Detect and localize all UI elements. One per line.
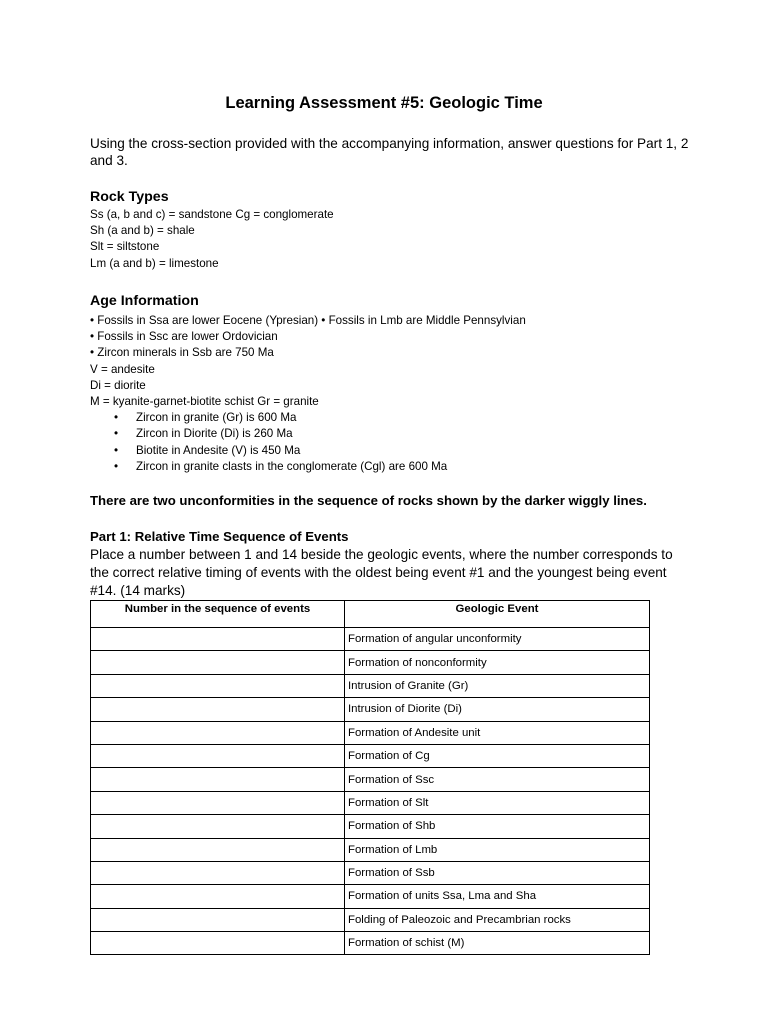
- sequence-number-cell[interactable]: [91, 815, 345, 838]
- table-row: [91, 815, 650, 838]
- geologic-event-cell: Formation of Andesite unit: [345, 721, 650, 744]
- geologic-event-cell: Formation of nonconformity: [345, 651, 650, 674]
- geologic-event-cell: Intrusion of Diorite (Di): [345, 698, 650, 721]
- rock-type-line: Slt = siltstone: [90, 240, 160, 254]
- table-row: [91, 744, 650, 767]
- sequence-number-cell[interactable]: [91, 908, 345, 931]
- page-title: Learning Assessment #5: Geologic Time: [225, 94, 543, 112]
- age-info-bullet: • Zircon in Diorite (Di) is 260 Ma: [90, 426, 526, 442]
- sequence-number-cell[interactable]: [91, 674, 345, 697]
- sequence-number-cell[interactable]: [91, 932, 345, 955]
- age-info-line: • Zircon minerals in Ssb are 750 Ma: [90, 346, 274, 360]
- table-row: [91, 721, 650, 744]
- age-info-list: [90, 313, 526, 475]
- age-info-line: • Fossils in Ssc are lower Ordovician: [90, 330, 278, 344]
- rock-type-line: Lm (a and b) = limestone: [90, 256, 219, 270]
- column-header-event: Geologic Event: [345, 601, 650, 628]
- age-info-heading: Age Information: [90, 293, 199, 309]
- sequence-number-cell[interactable]: [91, 791, 345, 814]
- unconformity-notice: There are two unconformities in the sequence of rocks shown by the darker wiggly lines.: [90, 493, 647, 508]
- age-info-line: M = kyanite-garnet-biotite schist Gr = granite: [90, 395, 319, 409]
- rock-types-heading: Rock Types: [90, 189, 169, 205]
- age-info-line: • Fossils in Ssa are lower Eocene (Ypresian) • Fossils in Lmb are Middle Pennsylvian: [90, 314, 526, 327]
- events-table: [90, 600, 650, 955]
- geologic-event-cell: Formation of Ssc: [345, 768, 650, 791]
- rock-types-list: [90, 207, 334, 272]
- events-table-body: [91, 628, 650, 955]
- table-row: [91, 628, 650, 651]
- sequence-number-cell[interactable]: [91, 628, 345, 651]
- sequence-number-cell[interactable]: [91, 721, 345, 744]
- part1-instructions: Place a number between 1 and 14 beside the geologic events, where the number corresponds to the correct relative timing of events with the oldest being event #1 and the youngest being event #14. (14 marks): [90, 547, 673, 598]
- rock-type-line: Ss (a, b and c) = sandstone Cg = conglomerate: [90, 208, 334, 221]
- table-row: [91, 908, 650, 931]
- geologic-event-cell: Formation of Shb: [345, 815, 650, 838]
- geologic-event-cell: Formation of schist (M): [345, 932, 650, 955]
- age-info-bullet: • Biotite in Andesite (V) is 450 Ma: [90, 443, 526, 459]
- geologic-event-cell: Formation of Ssb: [345, 861, 650, 884]
- sequence-number-cell[interactable]: [91, 698, 345, 721]
- geologic-event-cell: Formation of Slt: [345, 791, 650, 814]
- table-row: [91, 932, 650, 955]
- sequence-number-cell[interactable]: [91, 838, 345, 861]
- age-info-line: V = andesite: [90, 362, 155, 376]
- table-row: [91, 885, 650, 908]
- table-row: [91, 698, 650, 721]
- column-header-number: Number in the sequence of events: [91, 601, 345, 628]
- rock-type-line: Sh (a and b) = shale: [90, 224, 195, 238]
- table-row: [91, 791, 650, 814]
- age-info-bullet: • Zircon in granite (Gr) is 600 Ma: [90, 410, 526, 426]
- age-info-line: Di = diorite: [90, 378, 146, 392]
- geologic-event-cell: Folding of Paleozoic and Precambrian rocks: [345, 908, 650, 931]
- geologic-event-cell: Formation of Lmb: [345, 838, 650, 861]
- sequence-number-cell[interactable]: [91, 861, 345, 884]
- table-row: [91, 651, 650, 674]
- age-info-bullet: • Zircon in granite clasts in the conglomerate (Cgl) are 600 Ma: [90, 459, 526, 475]
- geologic-event-cell: Formation of Cg: [345, 744, 650, 767]
- geologic-event-cell: Intrusion of Granite (Gr): [345, 674, 650, 697]
- sequence-number-cell[interactable]: [91, 885, 345, 908]
- table-row: [91, 768, 650, 791]
- table-row: [91, 861, 650, 884]
- intro-text: Using the cross-section provided with the accompanying information, answer questions for Part 1, 2 and 3.: [90, 136, 689, 168]
- table-row: [91, 838, 650, 861]
- table-row: [91, 674, 650, 697]
- sequence-number-cell[interactable]: [91, 744, 345, 767]
- sequence-number-cell[interactable]: [91, 768, 345, 791]
- part1-heading: Part 1: Relative Time Sequence of Events: [90, 529, 349, 544]
- table-header-row: [91, 601, 650, 628]
- sequence-number-cell[interactable]: [91, 651, 345, 674]
- geologic-event-cell: Formation of units Ssa, Lma and Sha: [345, 885, 650, 908]
- geologic-event-cell: Formation of angular unconformity: [345, 628, 650, 651]
